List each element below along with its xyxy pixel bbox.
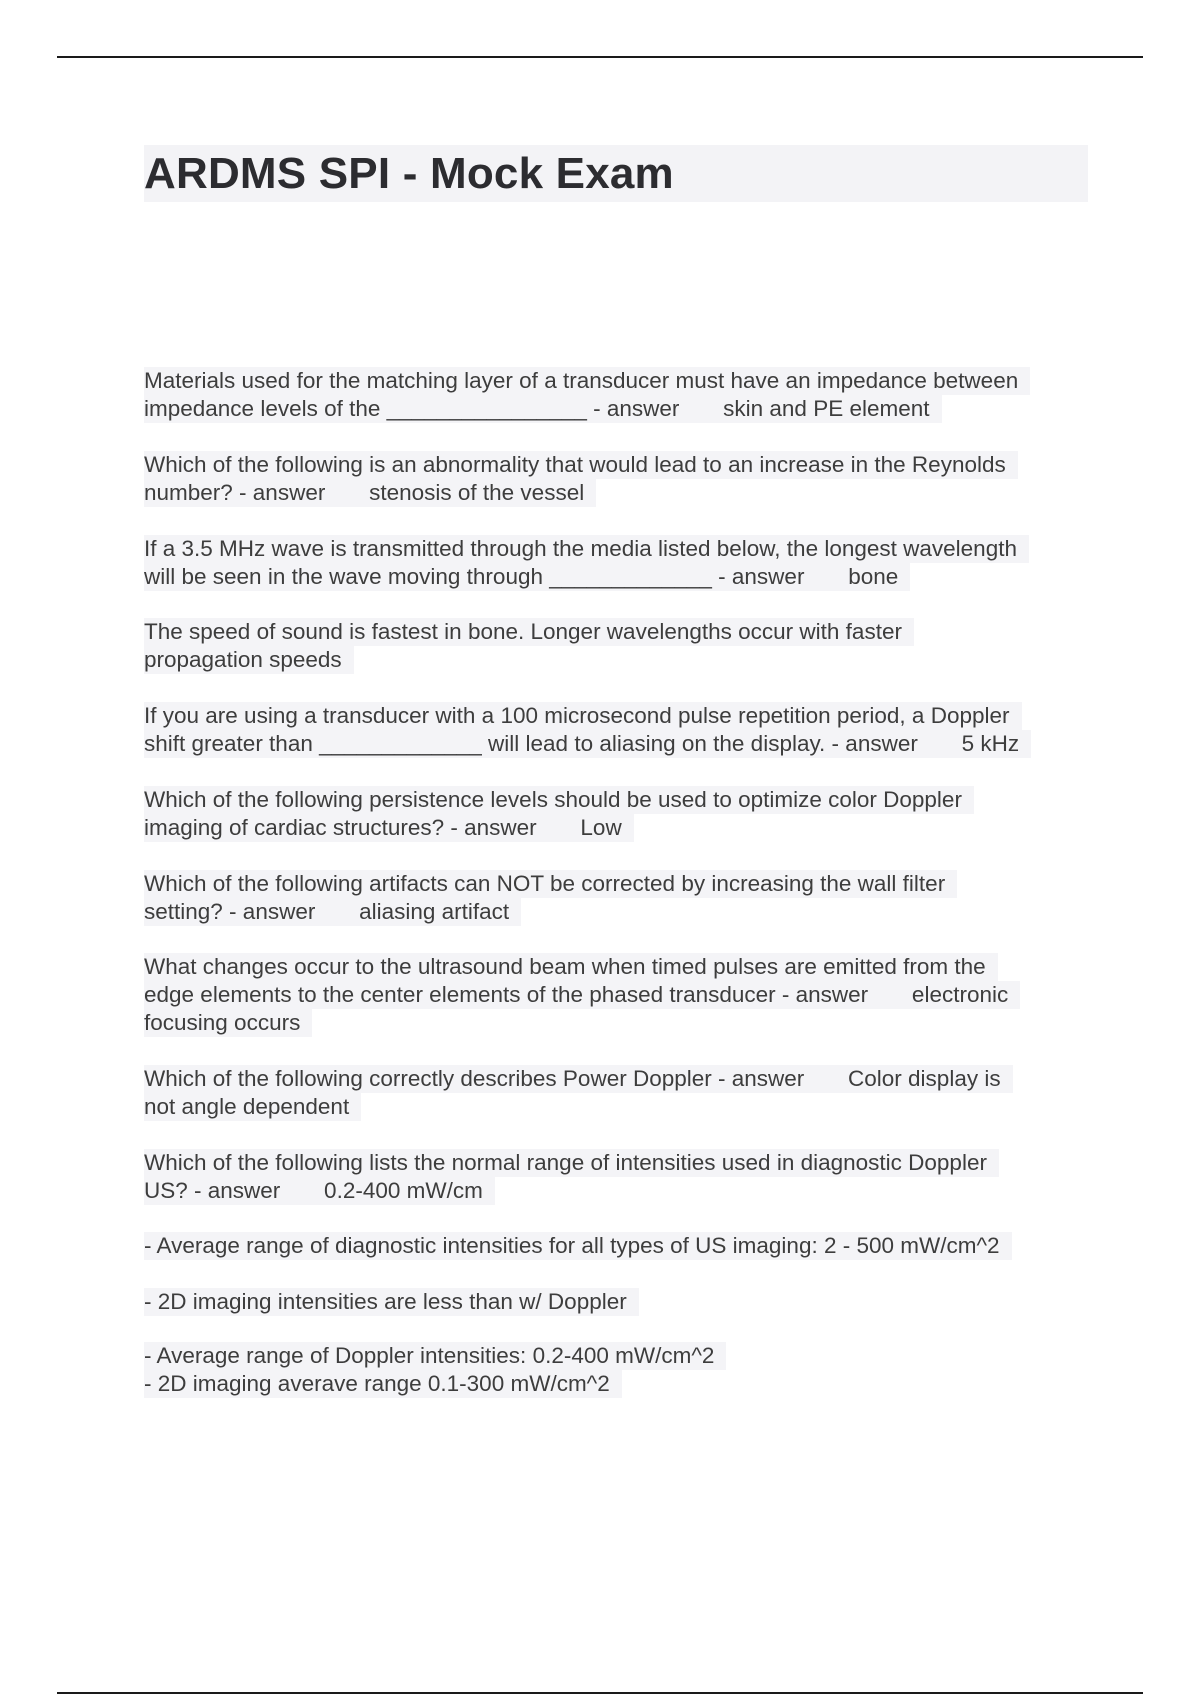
qa-item-8	[144, 1065, 1013, 1121]
qa-note-2	[144, 1232, 1012, 1260]
qa-item-4	[144, 702, 1031, 758]
qa-item-5	[144, 786, 974, 842]
qa-line: - Average range of Doppler intensities: 0.2-400 mW/cm^2	[144, 1342, 726, 1370]
qa-item-2	[144, 451, 1018, 507]
qa-line: impedance levels of the ________________ - answer skin and PE element	[144, 395, 942, 423]
qa-note-3	[144, 1288, 639, 1316]
qa-line: - 2D imaging averave range 0.1-300 mW/cm^2	[144, 1370, 622, 1398]
qa-line: number? - answer stenosis of the vessel	[144, 479, 596, 507]
qa-line: Materials used for the matching layer of a transducer must have an impedance between	[144, 367, 1030, 395]
qa-line: imaging of cardiac structures? - answer Low	[144, 814, 634, 842]
qa-line: Which of the following persistence levels should be used to optimize color Doppler	[144, 786, 974, 814]
qa-line: propagation speeds	[144, 646, 354, 674]
bottom-divider	[57, 1692, 1143, 1694]
qa-line: The speed of sound is fastest in bone. Longer wavelengths occur with faster	[144, 618, 914, 646]
qa-line: - Average range of diagnostic intensities for all types of US imaging: 2 - 500 mW/cm^2	[144, 1232, 1012, 1260]
page-title: ARDMS SPI - Mock Exam	[144, 149, 674, 198]
qa-line: not angle dependent	[144, 1093, 361, 1121]
qa-line: Which of the following correctly describes Power Doppler - answer Color display is	[144, 1065, 1013, 1093]
qa-item-6	[144, 870, 957, 926]
qa-line: If you are using a transducer with a 100 microsecond pulse repetition period, a Doppler	[144, 702, 1022, 730]
qa-line: If a 3.5 MHz wave is transmitted through the media listed below, the longest wavelength	[144, 535, 1029, 563]
qa-line: setting? - answer aliasing artifact	[144, 898, 521, 926]
qa-line: shift greater than _____________ will lead to aliasing on the display. - answer 5 kHz	[144, 730, 1031, 758]
qa-item-9	[144, 1149, 999, 1205]
qa-item-7	[144, 953, 1020, 1037]
qa-line: - 2D imaging intensities are less than w/ Doppler	[144, 1288, 639, 1316]
qa-note-4	[144, 1342, 726, 1398]
qa-line: Which of the following lists the normal range of intensities used in diagnostic Doppler	[144, 1149, 999, 1177]
qa-line: focusing occurs	[144, 1009, 312, 1037]
qa-note-1	[144, 618, 914, 674]
qa-line: edge elements to the center elements of the phased transducer - answer electronic	[144, 981, 1020, 1009]
qa-item-3	[144, 535, 1029, 591]
qa-line: Which of the following artifacts can NOT be corrected by increasing the wall filter	[144, 870, 957, 898]
qa-item-1	[144, 367, 1030, 423]
qa-line: Which of the following is an abnormality that would lead to an increase in the Reynolds	[144, 451, 1018, 479]
title-banner	[144, 145, 1088, 202]
qa-line: What changes occur to the ultrasound beam when timed pulses are emitted from the	[144, 953, 998, 981]
qa-line: will be seen in the wave moving through _____________ - answer bone	[144, 563, 910, 591]
qa-line: US? - answer 0.2-400 mW/cm	[144, 1177, 495, 1205]
top-divider	[57, 56, 1143, 58]
